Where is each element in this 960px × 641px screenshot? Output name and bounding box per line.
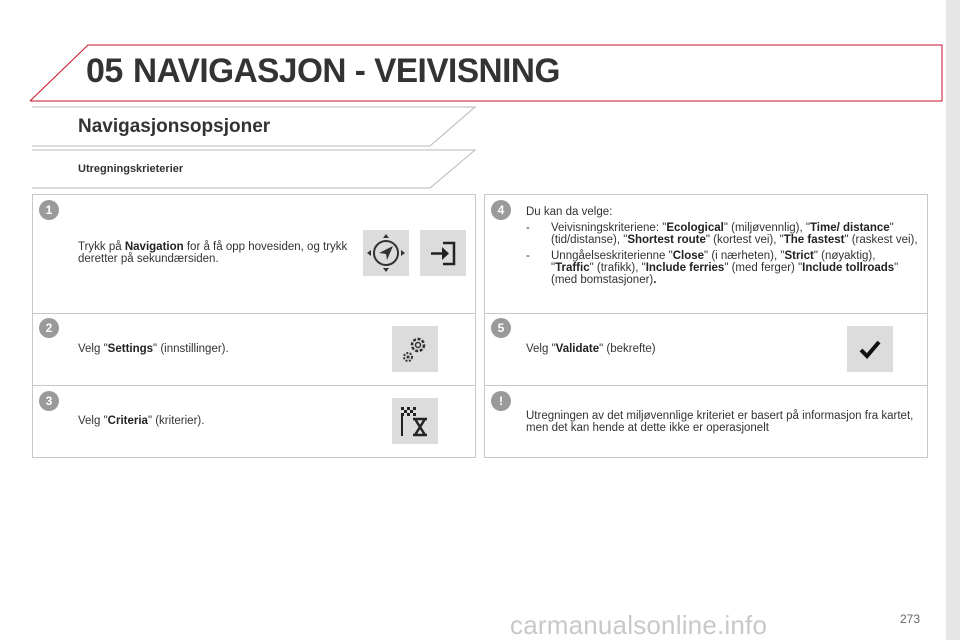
subsection-title: Utregningskrieterier [78, 163, 184, 175]
text-run: . [653, 274, 657, 286]
section-title: Navigasjonsopsjoner [78, 116, 271, 137]
step-1-text [78, 241, 363, 265]
step-1-text-pre: Trykk på [78, 241, 125, 253]
step-5-text-post: " (bekrefte) [599, 343, 656, 355]
watermark: carmanualsonline.info [510, 610, 768, 640]
page-edge-strip [946, 0, 960, 640]
text-run: Veivisningskriteriene: " [551, 222, 667, 234]
text-run: " (miljøvennlig), " [723, 222, 810, 234]
text-run: " (tid/distanse), " [551, 222, 894, 246]
option-close: Close [672, 250, 705, 262]
step-2-text [78, 343, 378, 355]
option-the-fastest: The fastest [783, 234, 845, 246]
step-3-text [78, 415, 378, 427]
option-include-ferries: Include ferries [645, 262, 725, 274]
criteria-flag-hourglass-icon [393, 399, 437, 443]
secondary-page-icon [421, 231, 465, 275]
text-run: Unngåelseskriterienne " [551, 250, 673, 262]
step-4-text [526, 206, 921, 286]
navigation-button[interactable] [363, 230, 409, 276]
route-criteria-item [526, 222, 921, 246]
criteria-button[interactable] [392, 398, 438, 444]
step-3-text-post: " (kriterier). [147, 415, 205, 427]
step-1-text-post: for å få opp hovesiden, og trykk deretter på sekundærsiden. [78, 241, 348, 265]
step-5-text-pre: Velg " [526, 343, 556, 355]
secondary-page-button[interactable] [420, 230, 466, 276]
page-number: 273 [900, 612, 921, 626]
text-run: " (nøyaktig), " [551, 250, 876, 274]
option-include-tollroads: Include tollroads [802, 262, 895, 274]
step-number-1: 1 [39, 200, 59, 220]
text-run: " (raskest vei), [844, 234, 918, 246]
step-2-text-post: " (innstillinger). [153, 343, 229, 355]
step-5-text-bold: Validate [555, 343, 600, 355]
text-run: " (trafikk), " [589, 262, 646, 274]
option-strict: Strict [784, 250, 814, 262]
chapter-title: NAVIGASJON - VEIVISNING [133, 52, 560, 90]
warning-icon: ! [491, 391, 511, 411]
step-number-5: 5 [491, 318, 511, 338]
criteria-list [526, 222, 921, 286]
step-2-text-bold: Settings [107, 343, 154, 355]
step-number-3: 3 [39, 391, 59, 411]
validate-button[interactable] [847, 326, 893, 372]
step-5-text [526, 343, 826, 355]
option-ecological: Ecological [666, 222, 724, 234]
text-run: " (kortest vei), " [705, 234, 784, 246]
step-4-intro: Du kan da velge: [526, 206, 613, 218]
avoidance-criteria-item [526, 250, 921, 286]
step-3-text-pre: Velg " [78, 415, 108, 427]
step-1-text-bold: Navigation [124, 241, 184, 253]
step-3-text-bold: Criteria [107, 415, 148, 427]
chapter-number: 05 [86, 52, 123, 90]
list-dash: - [526, 222, 530, 234]
option-shortest-route: Shortest route [627, 234, 706, 246]
text-run: " (med bomstasjoner) [551, 262, 899, 286]
settings-gears-icon [393, 327, 437, 371]
navigation-compass-icon [364, 231, 408, 275]
text-run: " (i nærheten), " [704, 250, 785, 262]
option-traffic: Traffic [555, 262, 590, 274]
step-2-text-pre: Velg " [78, 343, 108, 355]
step-number-2: 2 [39, 318, 59, 338]
check-icon [848, 327, 892, 371]
option-time-distance: Time/ distance [809, 222, 890, 234]
settings-button[interactable] [392, 326, 438, 372]
text-run: " (med ferger) " [724, 262, 803, 274]
list-dash: - [526, 250, 530, 262]
note-text: Utregningen av det miljøvennlige kriteriet er basert på informasjon fra kartet, men det kan hende at dette ikke er operasjonelt [526, 410, 914, 434]
step-number-4: 4 [491, 200, 511, 220]
